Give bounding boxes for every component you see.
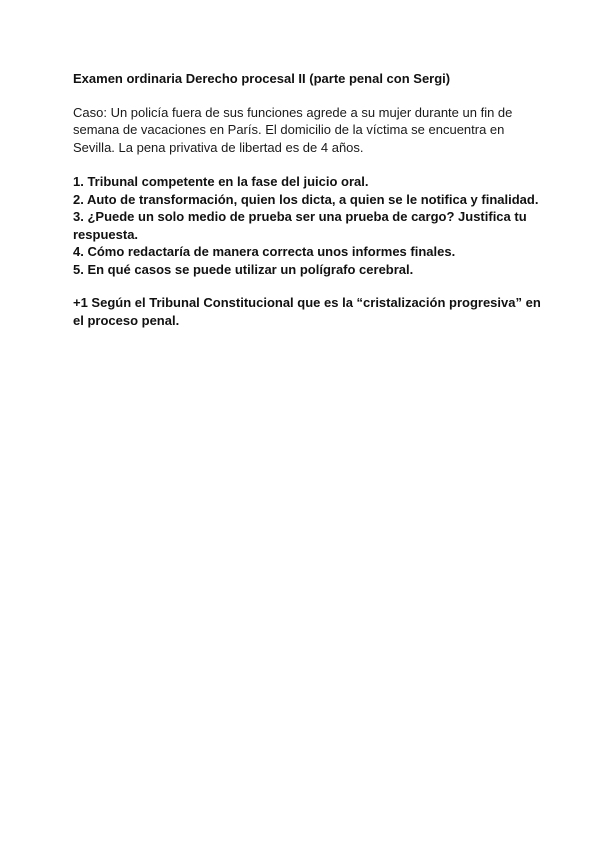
question-item: 5. En qué casos se puede utilizar un polígrafo cerebral. — [73, 261, 414, 277]
document-content — [73, 70, 543, 329]
question-item: 4. Cómo redactaría de manera correcta unos informes finales. — [73, 244, 456, 259]
question-item: 3. ¿Puede un solo medio de prueba ser una prueba de cargo? Justifica tu respuesta. — [73, 209, 527, 242]
bonus-question: +1 Según el Tribunal Constitucional que es la “cristalización progresiva” en el proceso penal. — [73, 295, 541, 328]
question-list — [73, 173, 543, 278]
question-item: 1. Tribunal competente en la fase del juicio oral. — [73, 174, 369, 189]
case-description: Caso: Un policía fuera de sus funciones agrede a su mujer durante un fin de semana de vacaciones en París. El domicilio de la víctima se encuentra en Sevilla. La pena privativa de libertad es de 4 años. — [73, 104, 513, 155]
question-item: 2. Auto de transformación, quien los dicta, a quien se le notifica y finalidad. — [73, 191, 539, 207]
document-title: Examen ordinaria Derecho procesal II (parte penal con Sergi) — [73, 71, 451, 86]
